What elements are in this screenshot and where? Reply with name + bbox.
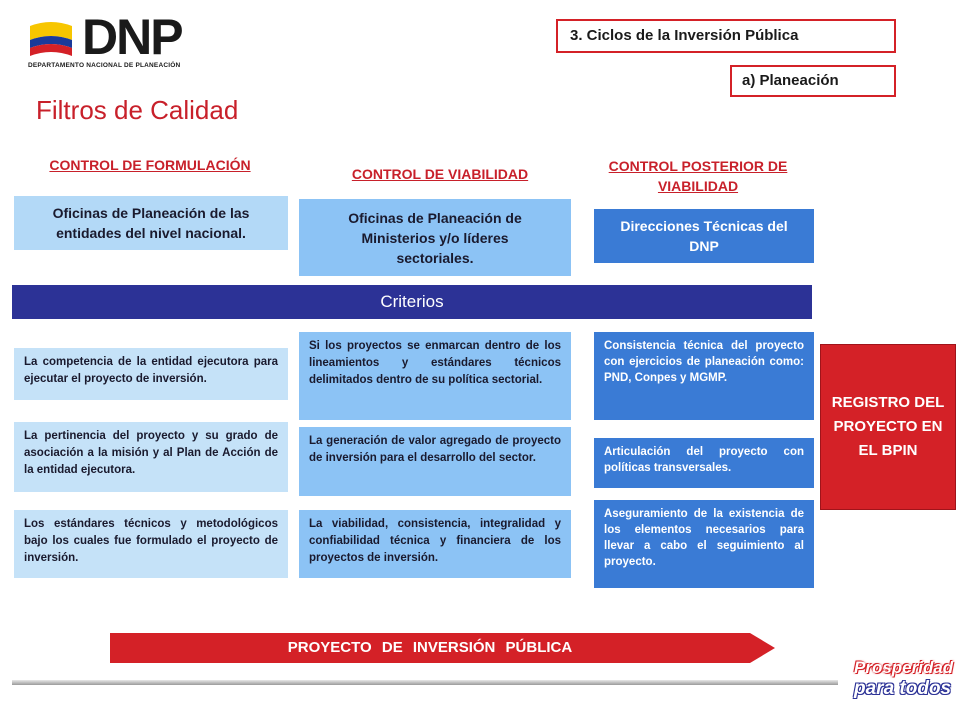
arrow-label: PROYECTO DE INVERSIÓN PÚBLICA bbox=[287, 639, 573, 656]
footer-divider bbox=[12, 680, 838, 685]
heading-formulacion: CONTROL DE FORMULACIÓN bbox=[49, 157, 251, 173]
heading-posterior: CONTROL POSTERIOR DE VIABILIDAD bbox=[608, 158, 788, 194]
criterion-formulacion-1: La competencia de la entidad ejecutora para ejecutar el proyecto de inversión. bbox=[14, 348, 288, 400]
heading-viabilidad: CONTROL DE VIABILIDAD bbox=[351, 166, 529, 182]
registro-label: REGISTRO DEL PROYECTO EN EL BPIN bbox=[831, 394, 945, 459]
office-posterior: Direcciones Técnicas del DNP bbox=[594, 209, 814, 263]
criterion-formulacion-3: Los estándares técnicos y metodológicos bajo los cuales fue formulado el proyecto de inversión. bbox=[14, 510, 288, 578]
colombia-flag-icon bbox=[26, 18, 76, 62]
section-label: 3. Ciclos de la Inversión Pública bbox=[556, 19, 896, 53]
criterios-bar: Criterios bbox=[12, 285, 812, 319]
subsection-label: a) Planeación bbox=[730, 65, 896, 97]
office-viabilidad: Oficinas de Planeación de Ministerios y/o líderes sectoriales. bbox=[299, 199, 571, 276]
criterion-posterior-3: Aseguramiento de la existencia de los elementos necesarios para llevar a cabo el seguimiento al proyecto. bbox=[594, 500, 814, 588]
slogan-line-1: Prosperidad bbox=[854, 658, 954, 677]
criterion-viabilidad-1: Si los proyectos se enmarcan dentro de los lineamientos y estándares técnicos delimitados dentro de su política sectorial. bbox=[299, 332, 571, 420]
criterion-formulacion-2: La pertinencia del proyecto y su grado de asociación a la misión y al Plan de Acción de la entidad ejecutora. bbox=[14, 422, 288, 492]
criterion-viabilidad-2: La generación de valor agregado de proyecto de inversión para el desarrollo del sector. bbox=[299, 427, 571, 496]
criterion-posterior-2: Articulación del proyecto con políticas transversales. bbox=[594, 438, 814, 488]
dnp-logo: DNP bbox=[82, 9, 182, 65]
page-title: Filtros de Calidad bbox=[36, 95, 239, 125]
criterion-posterior-1: Consistencia técnica del proyecto con ejercicios de planeación como: PND, Conpes y MGMP. bbox=[594, 332, 814, 420]
office-formulacion: Oficinas de Planeación de las entidades del nivel nacional. bbox=[14, 196, 288, 250]
criterion-viabilidad-3: La viabilidad, consistencia, integralidad y confiabilidad técnica y financiera de los proyectos de inversión. bbox=[299, 510, 571, 578]
registro-bpin-box bbox=[820, 344, 956, 510]
slogan-line-2: para todos bbox=[854, 678, 952, 699]
dnp-logo-subtitle: DEPARTAMENTO NACIONAL DE PLANEACIÓN bbox=[28, 62, 181, 69]
